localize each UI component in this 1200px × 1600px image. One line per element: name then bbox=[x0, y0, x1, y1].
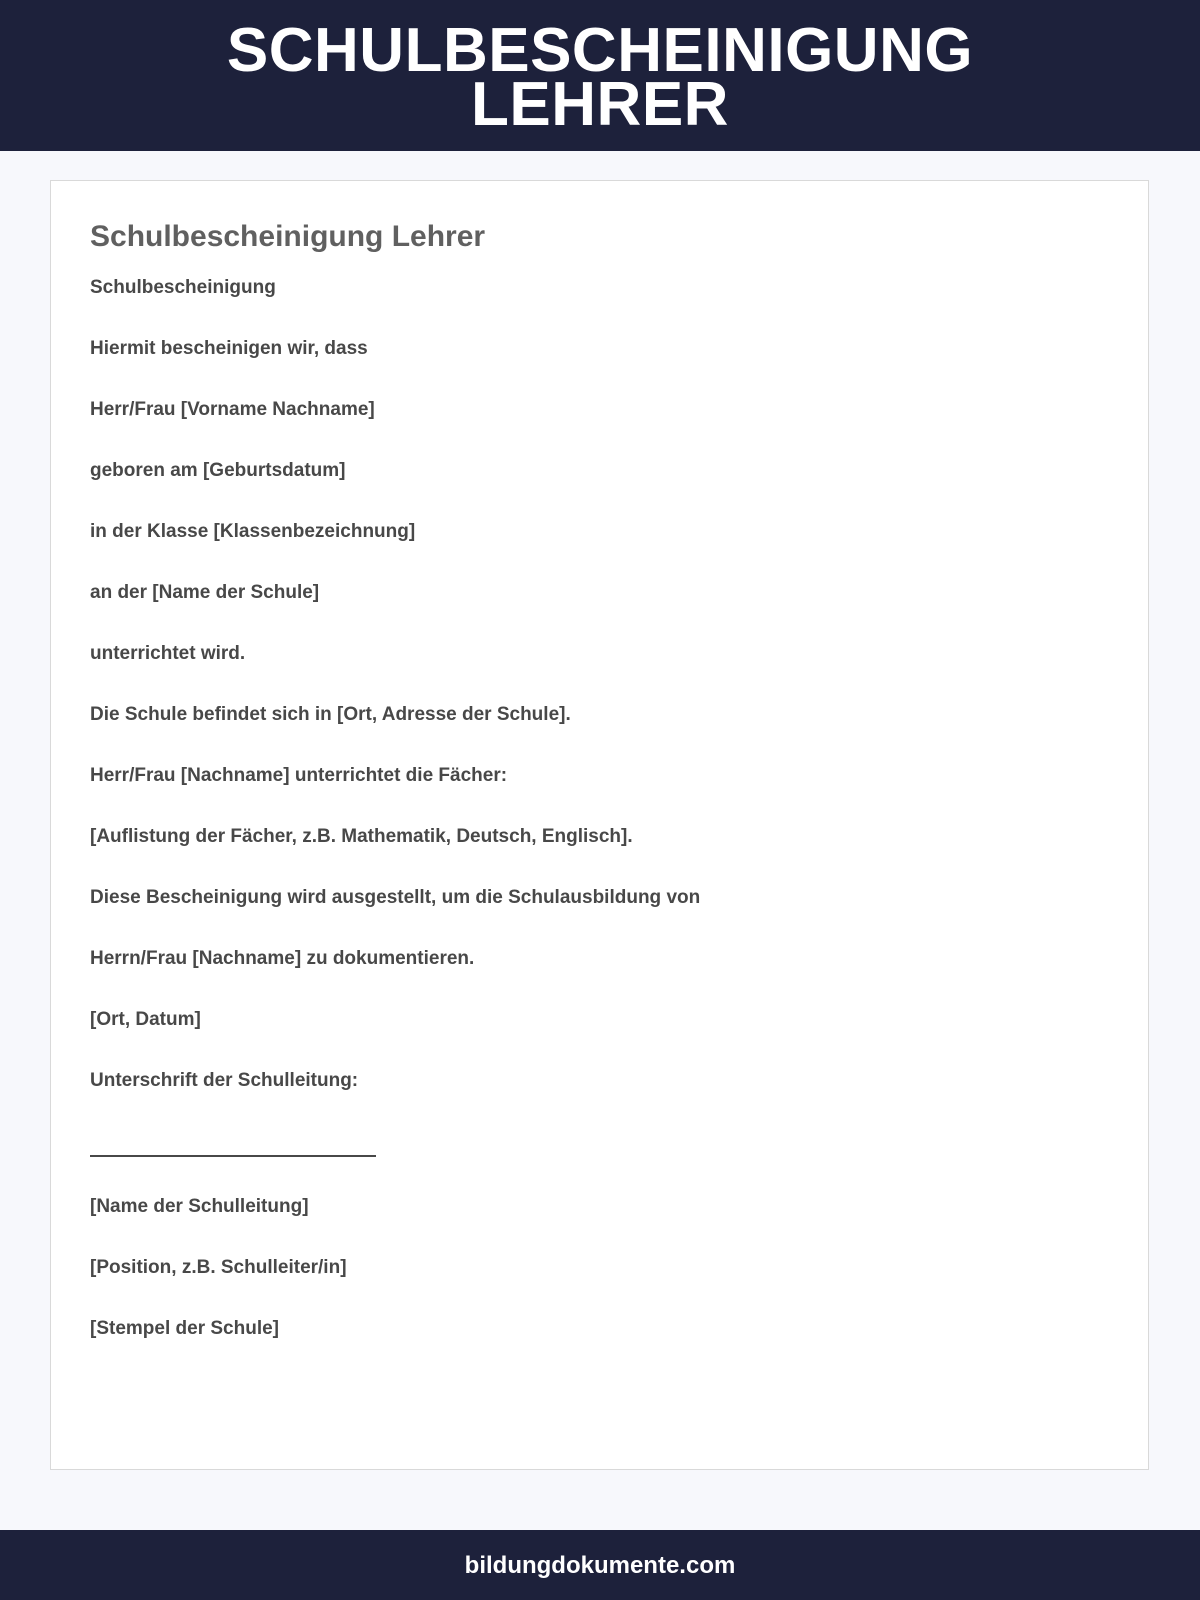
signatory-name: [Name der Schulleitung] bbox=[90, 1196, 309, 1217]
document-line: Hiermit bescheinigen wir, dass bbox=[90, 338, 368, 359]
signature-line bbox=[90, 1155, 376, 1157]
document-body bbox=[90, 276, 700, 1130]
document-line: Schulbescheinigung bbox=[90, 277, 276, 298]
document-line: [Ort, Datum] bbox=[90, 1009, 201, 1030]
document-title: Schulbescheinigung Lehrer bbox=[90, 220, 486, 253]
document-line: Herrn/Frau [Nachname] zu dokumentieren. bbox=[90, 948, 475, 969]
signatory-position: [Position, z.B. Schulleiter/in] bbox=[90, 1257, 347, 1278]
header-title-line1: SCHULBESCHEINIGUNG bbox=[226, 15, 974, 85]
document-line: Die Schule befindet sich in [Ort, Adresse der Schule]. bbox=[90, 704, 571, 725]
footer-site-link[interactable]: bildungdokumente.com bbox=[464, 1552, 736, 1579]
page-header bbox=[0, 0, 1200, 151]
document-line: in der Klasse [Klassenbezeichnung] bbox=[90, 521, 416, 542]
document-card bbox=[50, 180, 1149, 1470]
page-footer bbox=[0, 1530, 1200, 1600]
document-line: Herr/Frau [Nachname] unterrichtet die Fächer: bbox=[90, 765, 508, 786]
document-line: geboren am [Geburtsdatum] bbox=[90, 460, 346, 481]
header-title bbox=[100, 15, 1100, 139]
school-stamp-placeholder: [Stempel der Schule] bbox=[90, 1318, 279, 1339]
document-line: Diese Bescheinigung wird ausgestellt, um die Schulausbildung von bbox=[90, 887, 701, 908]
header-title-line2: LEHRER bbox=[471, 69, 729, 139]
document-line: Unterschrift der Schulleitung: bbox=[90, 1070, 359, 1091]
document-line: [Auflistung der Fächer, z.B. Mathematik, Deutsch, Englisch]. bbox=[90, 826, 633, 847]
document-line: an der [Name der Schule] bbox=[90, 582, 320, 603]
document-line: unterrichtet wird. bbox=[90, 643, 246, 664]
document-line: Herr/Frau [Vorname Nachname] bbox=[90, 399, 375, 420]
signature-details bbox=[90, 1195, 347, 1378]
